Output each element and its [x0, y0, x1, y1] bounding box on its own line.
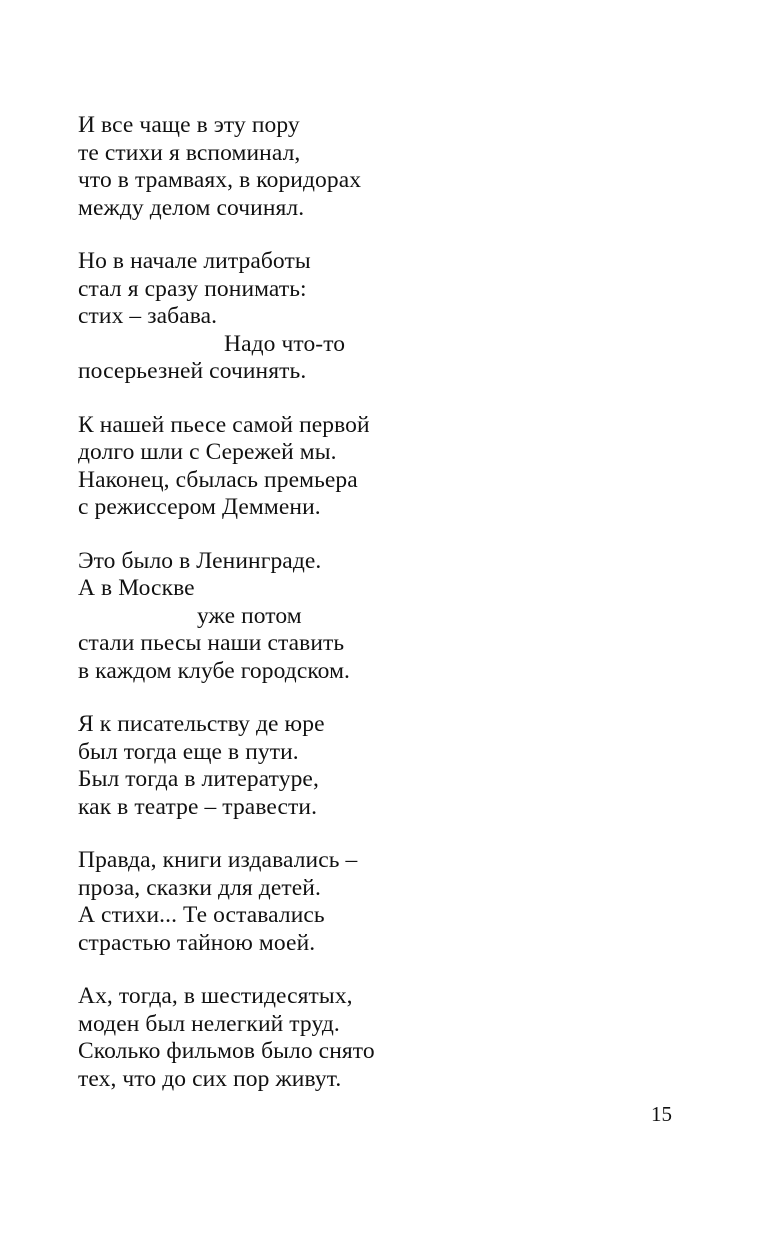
poem-line: посерьезней сочинять.: [78, 358, 307, 384]
poem-line: А в Москве: [78, 575, 195, 601]
poem-line: Наконец, сбылась премьера: [78, 466, 358, 493]
poem-line: те стихи я вспоминал,: [78, 139, 301, 166]
stanza-6: [78, 847, 698, 957]
poem-line: в каждом клубе городском.: [78, 657, 351, 684]
stanza-5: [78, 711, 698, 821]
poem-text: [78, 112, 698, 1119]
poem-line: Правда, книги издавались –: [78, 847, 358, 873]
poem-line: Я к писательству де юре: [78, 711, 325, 737]
poem-line: стали пьесы наши ставить: [78, 630, 345, 656]
poem-line: А стихи... Те оставались: [78, 902, 325, 928]
poem-line: Сколько фильмов было снято: [78, 1038, 375, 1064]
poem-line-indented: Надо что-то: [224, 330, 346, 357]
poem-line: стал я сразу понимать:: [78, 275, 307, 302]
poem-line: Был тогда в литературе,: [78, 766, 319, 792]
poem-line: между делом сочинял.: [78, 194, 305, 221]
poem-line: К нашей пьесе самой первой: [78, 411, 370, 438]
stanza-3: [78, 412, 698, 522]
poem-line: долго шли с Сережей мы.: [78, 439, 337, 465]
poem-line: И все чаще в эту пору: [78, 112, 300, 138]
poem-line: что в трамваях, в коридорах: [78, 167, 362, 193]
page-number: 15: [651, 1102, 672, 1126]
poem-line: тех, что до сих пор живут.: [78, 1065, 342, 1092]
stanza-4: [78, 548, 698, 686]
stanza-1: [78, 112, 698, 222]
poem-line: проза, сказки для детей.: [78, 874, 321, 901]
poem-line: был тогда еще в пути.: [78, 738, 299, 765]
poem-line: Ах, тогда, в шестидесятых,: [78, 983, 353, 1009]
poem-line: моден был нелегкий труд.: [78, 1010, 340, 1037]
poem-line: как в театре – травести.: [78, 793, 318, 820]
poem-line: страстью тайною моей.: [78, 929, 316, 956]
poem-line: с режиссером Деммени.: [78, 494, 321, 520]
poem-line: Это было в Ленинграде.: [78, 547, 322, 574]
stanza-7: [78, 983, 698, 1093]
stanza-2: [78, 248, 698, 386]
poem-line-indented: уже потом: [197, 602, 302, 629]
poem-line: стих – забава.: [78, 303, 218, 329]
poem-line: Но в начале литработы: [78, 248, 311, 274]
